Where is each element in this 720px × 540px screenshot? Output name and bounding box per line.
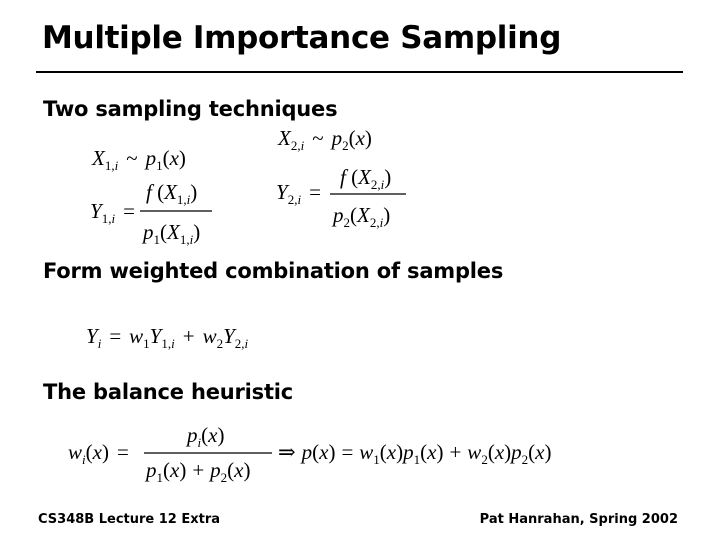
svg-text:p1(X1,i): $p_1(X_{1,i})$: [143, 220, 201, 247]
svg-text:Y1,i=: $Y_{1,i}$ =: [90, 199, 135, 226]
svg-text:f (X2,i): f $(X_{2,i})$: [340, 165, 392, 192]
heading-weighted-combination: Form weighted combination of samples: [43, 259, 504, 283]
equation-x2-sampling: [277, 126, 372, 153]
equation-x1-sampling: [91, 146, 186, 173]
footer-course-label: CS348B Lecture 12 Extra: [38, 512, 221, 527]
footer-author-label: Pat Hanrahan, Spring 2002: [479, 512, 678, 527]
svg-text:X2,i~p2(x): $X_{2,i}$ ~ $p_2(x)$: [278, 126, 372, 153]
svg-text:p2(X2,i): $p_2(X_{2,i})$: [333, 203, 391, 230]
slide-title: Multiple Importance Sampling: [42, 20, 562, 56]
svg-text:X1,i~p1(x): $X_{1,i}$ ~ $p_1(x)$: [92, 146, 186, 173]
svg-text:Yi=w1Y1,i+w2Y2,i: $Y_i = w_1Y_{1,i} + w_2Y_{2,i}$: [86, 324, 249, 351]
heading-balance-heuristic: The balance heuristic: [43, 380, 294, 404]
equation-weighted-combination: [86, 324, 249, 351]
heading-two-techniques: Two sampling techniques: [43, 97, 338, 121]
svg-text:wi(x)=: $w_i(x)$ =: [68, 440, 129, 467]
equation-y2-estimator: [276, 165, 406, 230]
equation-y1-estimator: [90, 180, 212, 247]
svg-text:Y2,i=: $Y_{2,i}$ =: [276, 180, 321, 207]
svg-text:f (X1,i): f $(X_{1,i})$: [146, 180, 198, 207]
svg-text:pi(x): $p_i(x)$: [187, 423, 225, 450]
svg-text:⇒p(x)=w1(x)p1(x)+w2(x)p2(x): ⇒ $p(x) = w_1(x)p_1(x) + w_2(x)p_2(x)$: [278, 440, 552, 467]
equation-balance-heuristic: [68, 423, 551, 485]
svg-text:p1(x)+p2(x): $p_1(x) + p_2(x)$: [146, 458, 251, 485]
